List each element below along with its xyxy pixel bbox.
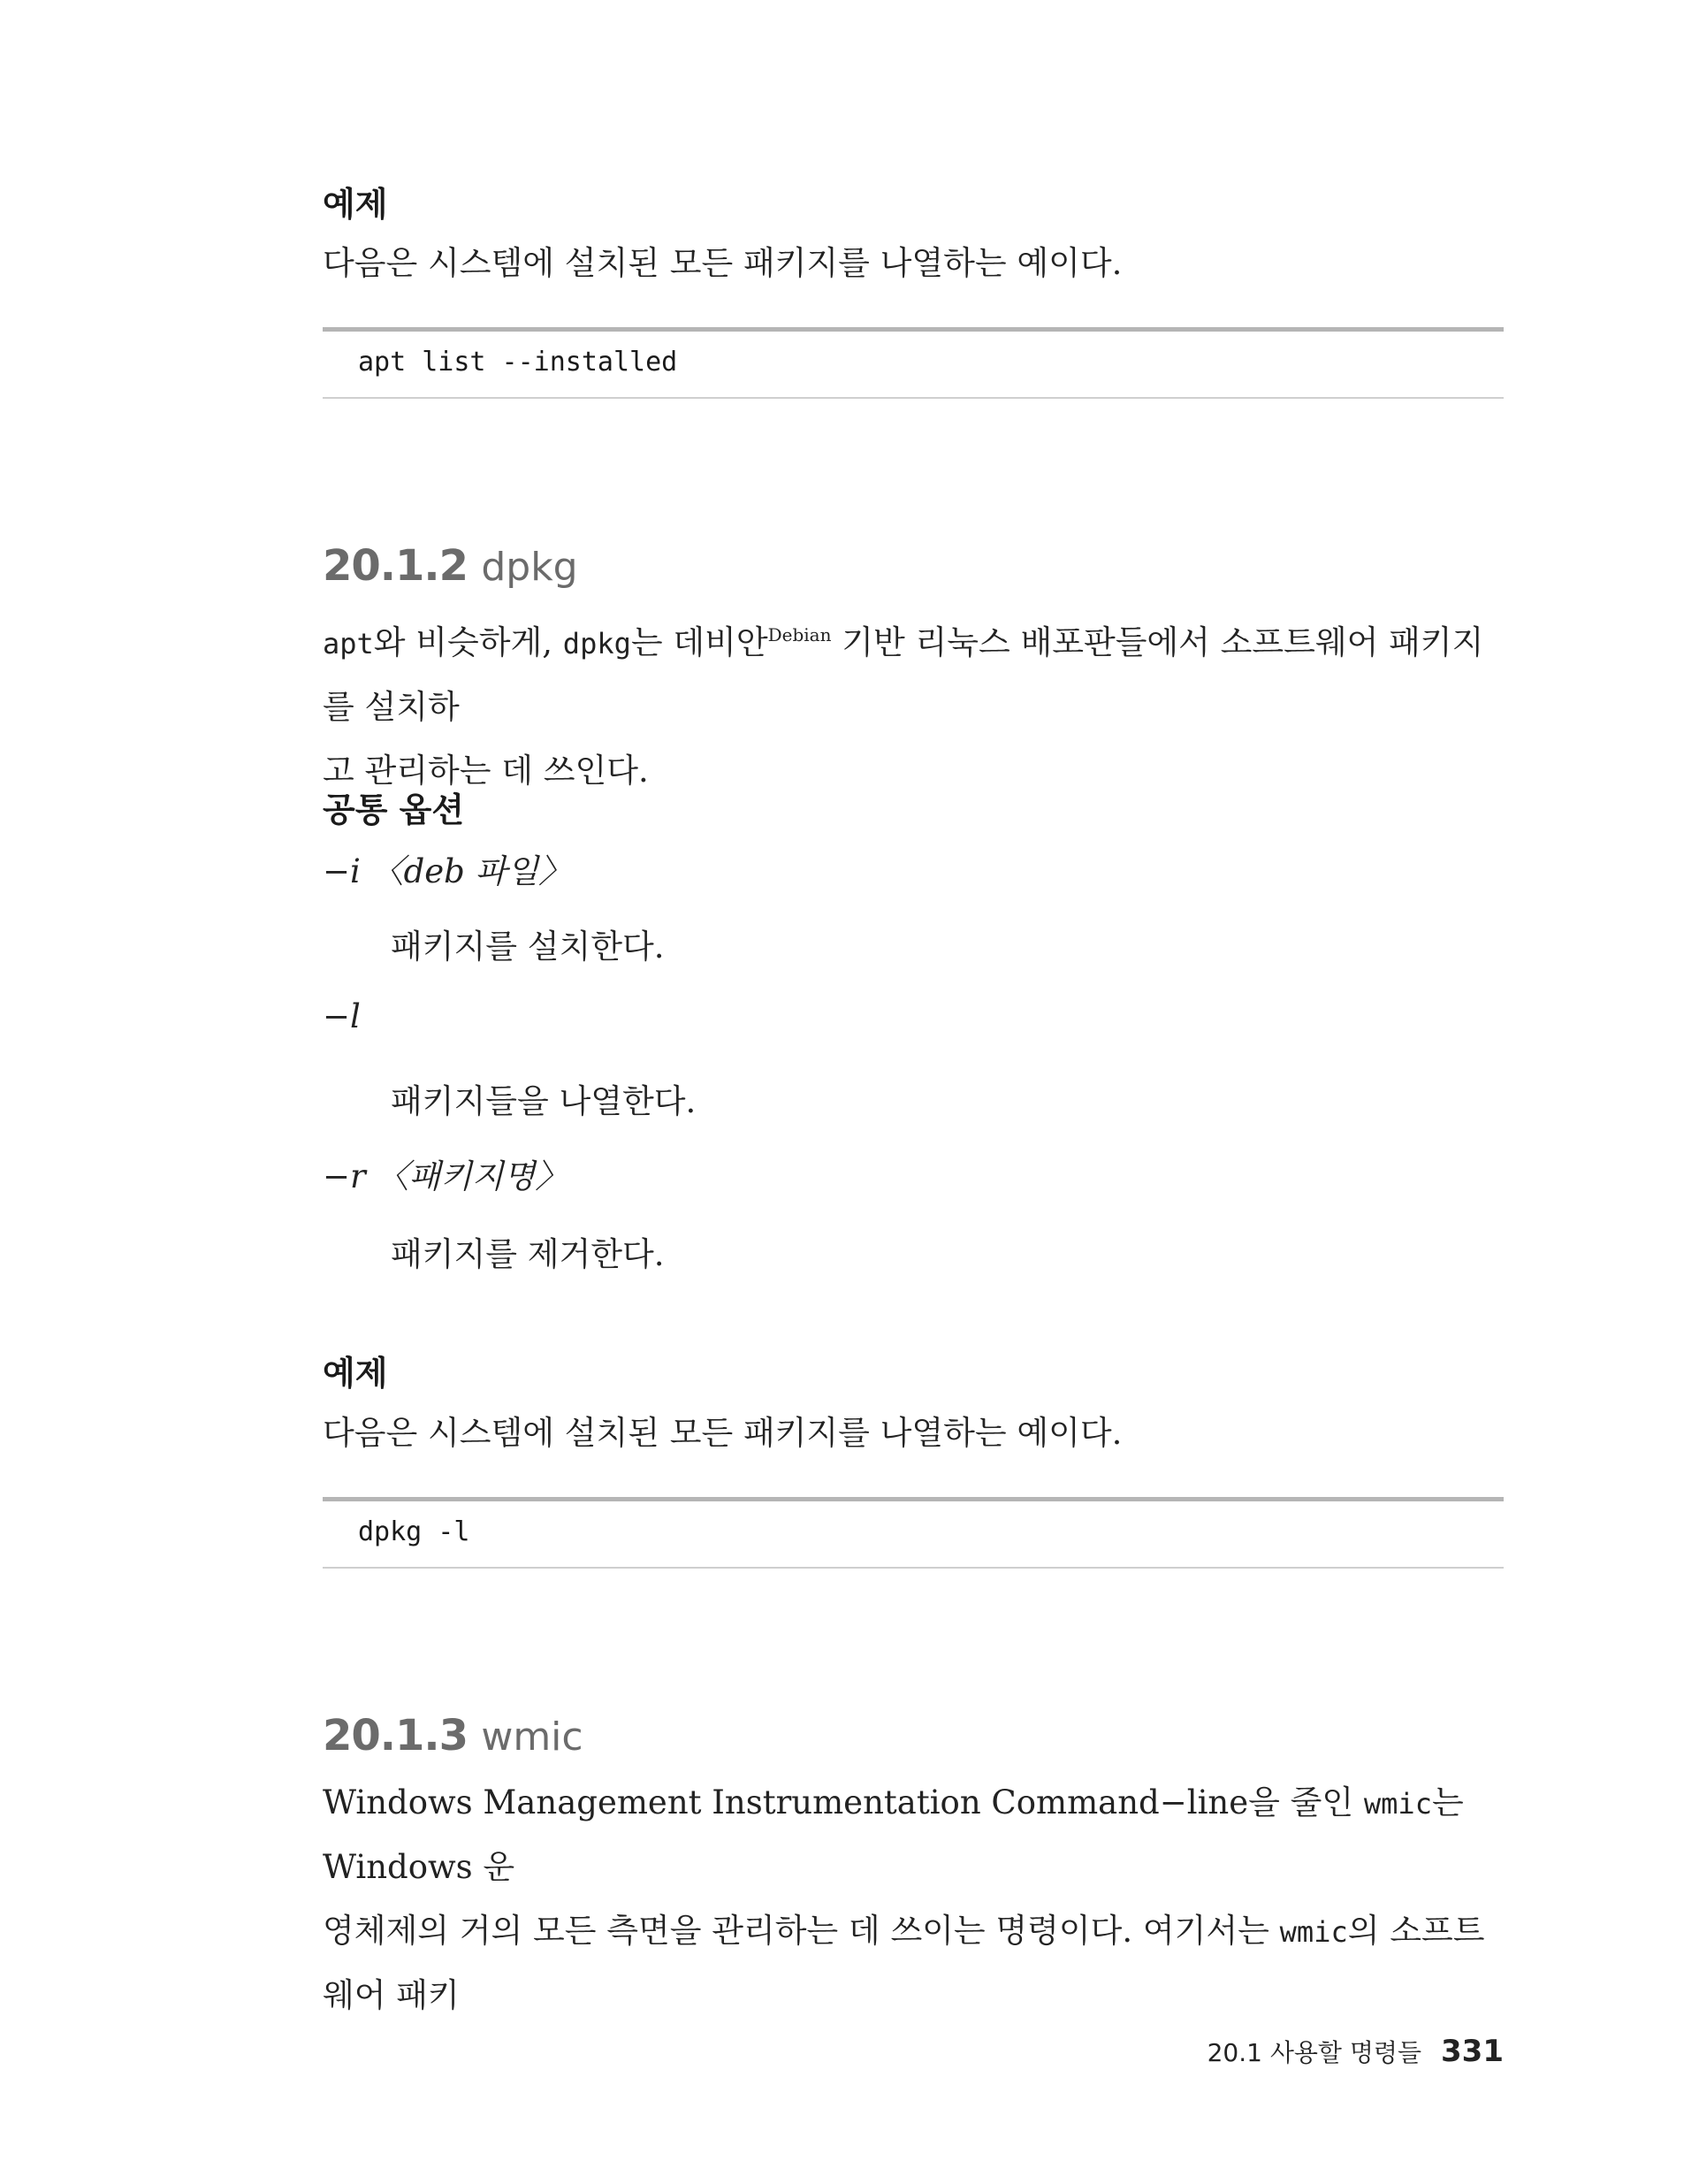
option-install-flag: −i 〈deb 파일〉 [323,852,572,890]
running-title: 20.1 사용할 명령들 [1207,2038,1422,2067]
section-number: 20.1.2 [323,541,469,591]
inline-code-wmic: wmic [1363,1787,1432,1821]
code-block-top-rule-2 [323,1497,1504,1501]
option-list-flag: −l [323,997,361,1035]
section-name: dpkg [481,545,578,590]
section-name: wmic [481,1714,583,1760]
example-heading-1: 예제 [323,185,388,224]
options-heading: 공통 옵션 [323,790,465,829]
example-heading-2: 예제 [323,1354,388,1393]
code-block-bottom-rule-2 [323,1567,1504,1569]
option-remove-flag: −r 〈패키지명〉 [323,1157,568,1195]
code-block-top-rule-1 [323,327,1504,332]
example-description-1: 다음은 시스템에 설치된 모든 패키지를 나열하는 예이다. [323,244,1123,282]
option-install-desc: 패키지를 설치한다. [391,928,665,966]
page-footer [1208,2034,1504,2069]
inline-code-apt: apt [323,627,374,661]
section-title-dpkg [323,541,578,591]
option-remove-desc: 패키지를 제거한다. [391,1235,665,1273]
example-description-2: 다음은 시스템에 설치된 모든 패키지를 나열하는 예이다. [323,1414,1123,1452]
code-block-bottom-rule-1 [323,397,1504,399]
section-title-wmic [323,1711,583,1760]
inline-code-wmic: wmic [1279,1915,1348,1949]
code-block-1: apt list --installed [358,347,678,378]
superscript-debian: Debian [767,624,832,645]
page-number: 331 [1441,2034,1504,2069]
code-block-2: dpkg -l [358,1516,470,1547]
inline-code-dpkg: dpkg [562,627,631,661]
dpkg-intro-paragraph: apt와 비슷하게, dpkg는 데비안$^{Debian}$ 기반 리눅스 배포판들에서 소프트웨어 패키지를 설치하 고 관리하는 데 쓰인다. [323,623,1484,790]
section-number: 20.1.3 [323,1711,469,1760]
wmic-intro-paragraph: Windows Management Instrumentation Command−line을 줄인 wmic는 Windows 운 영체제의 거의 모든 측면을 관리하는 데 쓰이는 명령이다. 여기서는 wmic의 소프트웨어 패키 [323,1783,1485,2014]
option-list-desc: 패키지들을 나열한다. [391,1082,697,1120]
